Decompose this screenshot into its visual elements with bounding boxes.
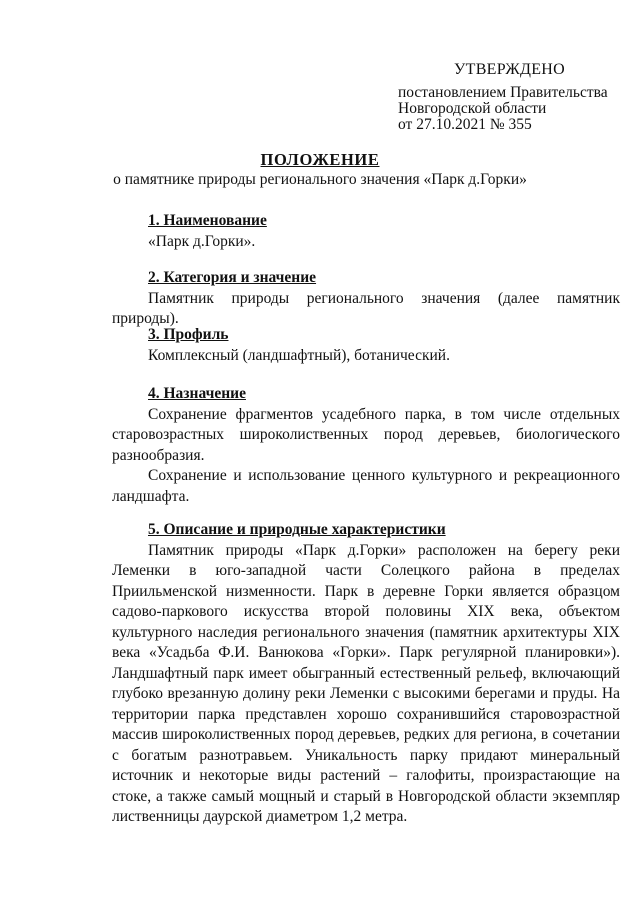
approval-line-3: от 27.10.2021 № 355 [398,116,532,133]
section-heading: 3. Профиль [148,326,229,343]
section-paragraph: Комплексный (ландшафтный), ботанический. [148,346,450,364]
section-description [112,520,620,828]
section-profile [112,325,620,366]
approval-stamp: УТВЕРЖДЕНО [454,61,566,78]
section-paragraph: Сохранение фрагментов усадебного парка, в том числе отдельных старовозрастных широколиственных пород деревьев, биологического разнообразия. [112,405,620,464]
approval-line-1: постановлением Правительства [398,84,608,101]
section-heading: 4. Назначение [148,385,246,402]
section-heading: 1. Наименование [148,212,267,229]
document-subtitle: о памятнике природы регионального значения «Парк д.Горки» [113,171,527,188]
section-paragraph: Памятник природы «Парк д.Горки» расположен на берегу реки Леменки в юго-западной части Солецкого района в пределах Приильменской низменности. Парк в деревне Горки является образцом садово-паркового искусства второй половины XIX века, объектом культурного наследия регионального значения (памятник архитектуры XIX века «Усадьба Ф.И. Ванюкова «Горки». Парк регулярной планировки»). Ландшафтный парк имеет обыгранный естественный рельеф, включающий глубоко врезанную долину реки Леменки с высокими берегами и пруды. На территории парка представлен хорошо сохранившийся старовозрастной массив широколиственных пород деревьев, редких для региона, в сочетании с богатым разнотравьем. Уникальность парку придают минеральный источник и некоторые виды растений – галофиты, произрастающие на стоке, а также самый мощный и старый в Новгородской области экземпляр лиственницы даурской диаметром 1,2 метра. [112,541,620,825]
section-heading: 5. Описание и природные характеристики [148,521,446,538]
section-purpose [112,384,620,507]
section-category [112,268,620,330]
section-heading: 2. Категория и значение [148,269,317,286]
section-paragraph: «Парк д.Горки». [148,232,256,250]
section-name [112,211,620,252]
approval-line-2: Новгородской области [398,100,547,117]
section-paragraph: Памятник природы регионального значения (далее памятник природы). [112,289,620,327]
approval-block [398,62,628,133]
document-title: ПОЛОЖЕНИЕ [260,150,380,169]
section-paragraph: Сохранение и использование ценного культурного и рекреационного ландшафта. [112,467,620,505]
